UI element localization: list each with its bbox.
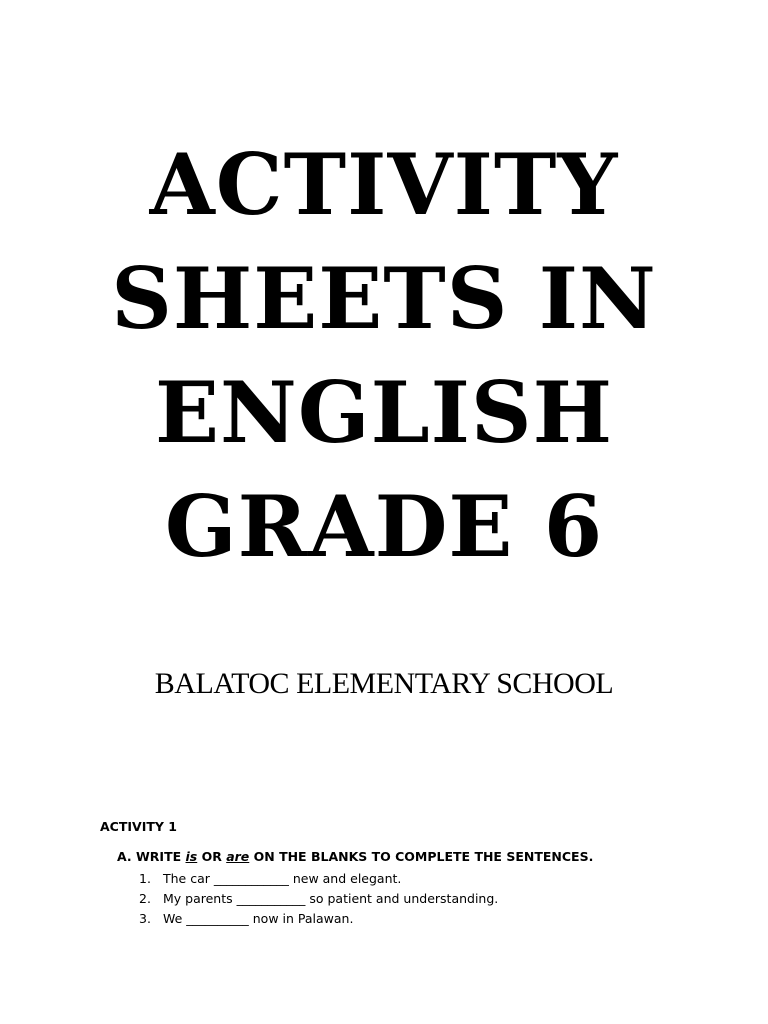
instruction-text bbox=[117, 848, 593, 866]
title-line: SHEETS IN bbox=[111, 249, 657, 348]
sentence-text: We __________ now in Palawan. bbox=[163, 911, 354, 926]
sentence-number: 3. bbox=[139, 911, 151, 926]
document-title bbox=[0, 128, 768, 584]
title-line: ACTIVITY bbox=[149, 135, 619, 234]
instruction-word-are: are bbox=[226, 849, 250, 864]
sentence-number: 2. bbox=[139, 891, 151, 906]
instruction-suffix: ON THE BLANKS TO COMPLETE THE SENTENCES. bbox=[249, 849, 594, 864]
instruction-prefix: A. WRITE bbox=[117, 849, 186, 864]
sentence-text: My parents ___________ so patient and understanding. bbox=[163, 891, 499, 906]
sentence-item bbox=[139, 909, 498, 929]
school-name: BALATOC ELEMENTARY SCHOOL bbox=[154, 667, 614, 700]
sentence-item bbox=[139, 889, 498, 909]
sentence-text: The car ____________ new and elegant. bbox=[163, 871, 402, 886]
sentence-item bbox=[139, 869, 498, 889]
activity-heading: ACTIVITY 1 bbox=[100, 819, 177, 834]
instruction-connector: OR bbox=[197, 849, 227, 864]
title-line: ENGLISH bbox=[155, 363, 613, 462]
instruction-word-is: is bbox=[185, 849, 198, 864]
sentence-number: 1. bbox=[139, 871, 151, 886]
sentence-list bbox=[139, 869, 498, 929]
title-line: GRADE 6 bbox=[164, 477, 604, 576]
